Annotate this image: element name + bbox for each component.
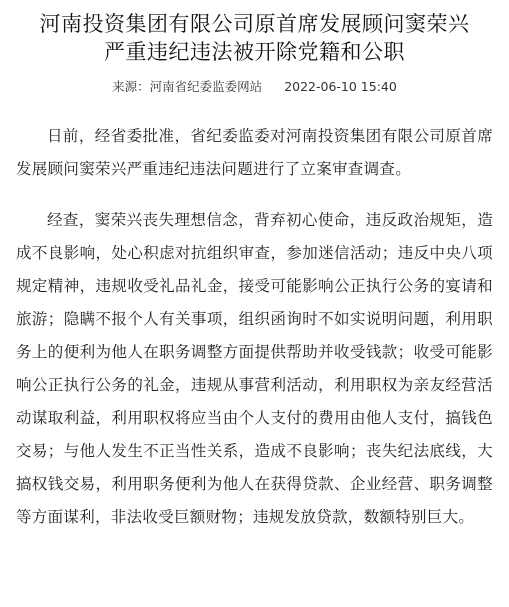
article-title (16, 10, 493, 66)
article-title-line1: 河南投资集团有限公司原首席发展顾问窦荣兴 (39, 12, 470, 36)
article-datetime: 2022-06-10 15:40 (284, 79, 397, 94)
article-meta (16, 78, 493, 96)
article-paragraph: 日前，经省委批准，省纪委监委对河南投资集团有限公司原首席发展顾问窦荣兴严重违纪违法问题进行了立案审查调查。 (16, 127, 493, 178)
article-paragraph: 经查，窦荣兴丧失理想信念，背弃初心使命，违反政治规矩，造成不良影响，处心积虑对抗组织审查，参加迷信活动；违反中央八项规定精神，违规收受礼品礼金，接受可能影响公正执行公务的宴请和旅游；隐瞒不报个人有关事项，组织函询时不如实说明问题，利用职务上的便利为他人在职务调整方面提供帮助并收受钱款；收受可能影响公正执行公务的礼金，违规从事营利活动，利用职权为亲友经营活动谋取利益，利用职权将应当由个人支付的费用由他人支付，搞钱色交易；与他人发生不正当性关系，造成不良影响；丧失纪法底线，大搞权钱交易，利用职务便利为他人在获得贷款、企业经营、职务调整等方面谋利，非法收受巨额财物；违规发放贷款，数额特别巨大。 (16, 211, 493, 526)
article-source: 来源：河南省纪委监委网站 (112, 79, 263, 94)
article-title-line2: 严重违纪违法被开除党籍和公职 (104, 40, 405, 64)
